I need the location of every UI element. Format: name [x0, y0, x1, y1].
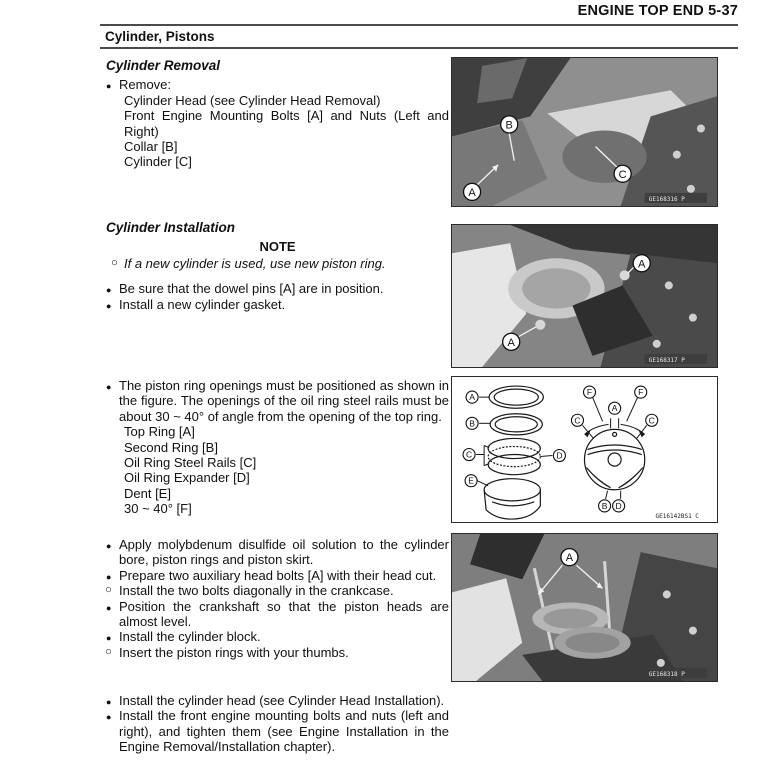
label-f-marker — [635, 386, 647, 398]
ring-item: Top Ring [A] — [124, 424, 195, 440]
svg-text:C: C — [648, 415, 655, 426]
label-c-marker — [571, 414, 583, 426]
cylinder-removal-photo — [451, 57, 718, 207]
ring-step: ● The piston ring openings must be positioned as shown in the figure. The openings of the oil ring steel rails must be about 30 ~ 40° of angle from the opening of the top ring. — [106, 378, 449, 424]
svg-text:C: C — [618, 168, 627, 181]
diagram-artwork — [452, 377, 717, 522]
assembly-step: ● Install the cylinder block. — [106, 629, 449, 644]
svg-text:A: A — [638, 258, 646, 271]
label-d-marker — [613, 500, 625, 512]
installation-step: ● Install a new cylinder gasket. — [106, 297, 449, 312]
installation-step: ● Be sure that the dowel pins [A] are in position. — [106, 281, 449, 296]
bolt-artwork — [665, 281, 673, 289]
bolt-artwork — [673, 151, 681, 159]
section-rule — [100, 47, 738, 49]
label-c-marker — [614, 165, 631, 182]
label-a-marker — [466, 391, 478, 403]
section-title: Cylinder, Pistons — [105, 29, 215, 44]
svg-text:E: E — [468, 475, 474, 486]
figure-code: GE168316 P — [648, 195, 685, 203]
assembly-section — [106, 537, 449, 660]
svg-text:D: D — [556, 450, 563, 461]
ring-item: Second Ring [B] — [124, 439, 218, 455]
dowel-pin-photo — [451, 224, 718, 368]
cylinder-bore-artwork — [562, 130, 646, 182]
cylinder-removal-section — [106, 58, 449, 170]
svg-text:C: C — [465, 449, 473, 460]
label-c-marker — [463, 448, 475, 460]
label-d-marker — [553, 450, 565, 462]
assembly-substep: ○ Insert the piston rings with your thumbs. — [106, 645, 449, 660]
svg-text:A: A — [469, 392, 475, 403]
svg-text:A: A — [611, 403, 618, 414]
diagram-background — [452, 377, 717, 522]
svg-text:F: F — [638, 387, 644, 398]
removal-item: Collar [B] — [124, 139, 178, 155]
removal-step — [106, 77, 449, 92]
label-a-marker — [464, 183, 481, 200]
cylinder-install-photo — [451, 533, 718, 682]
label-c-marker — [646, 414, 658, 426]
bolt-artwork — [689, 314, 697, 322]
label-b-marker — [599, 500, 611, 512]
final-step: ● Install the front engine mounting bolts and nuts (left and right), and tighten them (see Engine Installation in the Engine Removal/Installation chapter). — [106, 708, 449, 754]
assembly-substep: ○ Install the two bolts diagonally in the crankcase. — [106, 583, 449, 598]
bolt-artwork — [653, 340, 661, 348]
bolt-artwork — [697, 124, 705, 132]
label-a-marker — [609, 402, 621, 414]
label-e-marker — [465, 475, 477, 487]
svg-text:F: F — [586, 387, 593, 398]
svg-text:D: D — [615, 500, 622, 511]
final-steps-section — [106, 693, 449, 755]
ring-item: 30 ~ 40° [F] — [124, 501, 192, 517]
page-header-title: ENGINE TOP END 5-37 — [577, 3, 738, 19]
removal-item: Front Engine Mounting Bolts [A] and Nuts (Left and Right) — [124, 108, 449, 139]
ring-item: Oil Ring Steel Rails [C] — [124, 455, 257, 471]
svg-text:B: B — [505, 119, 513, 132]
figure-code: GE168317 P — [648, 356, 685, 364]
label-b-marker — [466, 417, 478, 429]
figure-code: GE168318 P — [648, 670, 685, 678]
ring-item: Oil Ring Expander [D] — [124, 470, 250, 486]
bolt-artwork — [657, 659, 665, 667]
photo-artwork — [452, 225, 717, 367]
dowel-pin-artwork — [535, 320, 545, 330]
installation-heading: Cylinder Installation — [106, 220, 236, 235]
removal-step-text: Remove: — [119, 77, 172, 93]
assembly-step: ● Apply molybdenum disulfide oil solution to the cylinder bore, piston rings and piston skirt. — [106, 537, 449, 568]
removal-item: Cylinder Head (see Cylinder Head Removal) — [124, 92, 381, 108]
svg-text:A: A — [507, 336, 515, 349]
photo-artwork — [452, 534, 717, 681]
spacer — [106, 271, 449, 281]
svg-text:A: A — [565, 552, 574, 565]
label-a-marker — [503, 333, 520, 350]
final-step: ● Install the cylinder head (see Cylinder Head Installation). — [106, 693, 449, 708]
figure-code: GE16142BS1 C — [655, 512, 699, 520]
removal-item: Cylinder [C] — [124, 154, 192, 170]
piston-artwork — [565, 633, 619, 653]
ring-item: Dent [E] — [124, 485, 171, 501]
label-f-marker — [583, 386, 595, 398]
svg-text:A: A — [468, 186, 476, 199]
label-a-marker — [633, 255, 650, 272]
ring-positioning-section — [106, 378, 449, 517]
photo-artwork — [452, 58, 717, 206]
bolt-artwork — [689, 627, 697, 635]
assembly-step: ● Position the crankshaft so that the piston heads are almost level. — [106, 599, 449, 630]
assembly-step: ● Prepare two auxiliary head bolts [A] with their head cut. — [106, 568, 449, 583]
piston-artwork — [543, 609, 597, 629]
svg-text:B: B — [469, 418, 475, 429]
removal-heading: Cylinder Removal — [106, 58, 221, 73]
piston-ring-diagram — [451, 376, 718, 523]
note-item: ○ If a new cylinder is used, use new piston ring. — [112, 256, 449, 271]
label-a-marker — [561, 549, 578, 566]
cylinder-installation-section — [106, 220, 449, 312]
bolt-artwork — [663, 590, 671, 598]
dowel-pin-artwork — [620, 270, 630, 280]
svg-text:C: C — [574, 415, 581, 426]
svg-text:B: B — [601, 500, 608, 511]
label-b-marker — [501, 116, 518, 133]
note-title: NOTE — [259, 239, 296, 255]
header-rule — [100, 24, 738, 26]
bolt-artwork — [687, 185, 695, 193]
